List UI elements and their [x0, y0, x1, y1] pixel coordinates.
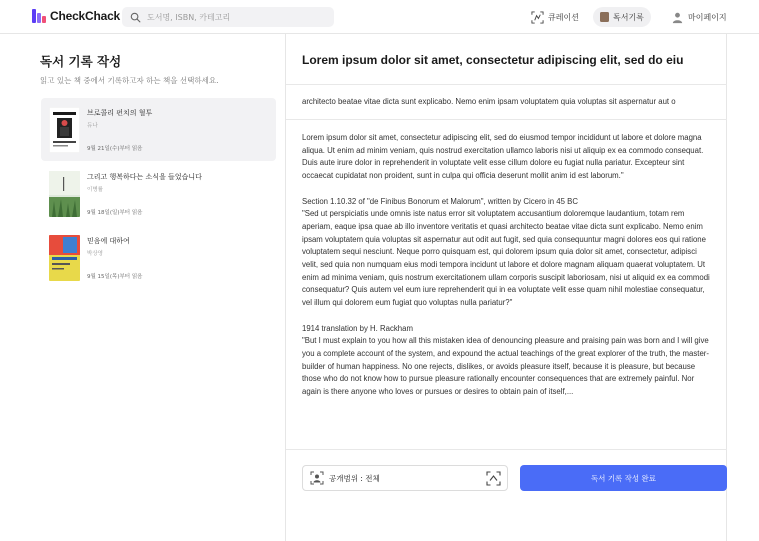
body-section	[302, 196, 712, 310]
book-read-date: 9월 15일(목)부터 읽음	[87, 274, 143, 280]
top-header	[0, 0, 759, 34]
image-icon	[310, 471, 324, 485]
book-author: 듀나	[87, 123, 98, 129]
divider	[286, 84, 727, 85]
book-title: 그리고 행복하다는 소식을 들었습니다	[87, 173, 202, 181]
book-read-date: 9월 21일(수)부터 읽음	[87, 146, 143, 152]
curation-icon	[531, 11, 544, 24]
search-bar[interactable]	[122, 7, 334, 27]
nav-mypage-label: 마이페이지	[688, 12, 727, 22]
book-cover	[49, 171, 80, 217]
complete-record-button[interactable]: 독서 기록 작성 완료	[520, 465, 727, 491]
book-item-happy-news[interactable]	[41, 162, 276, 225]
logo-mark-icon	[32, 9, 46, 23]
body-section-heading: 1914 translation by H. Rackham	[302, 323, 413, 333]
nav-mypage[interactable]	[664, 7, 734, 27]
search-icon	[130, 12, 141, 23]
nav-reading-record-label: 독서기록	[613, 12, 644, 22]
divider	[286, 449, 727, 450]
user-icon	[671, 11, 684, 24]
logo-text: CheckChack	[50, 9, 121, 23]
nav-curation-label: 큐레이션	[548, 12, 579, 22]
visibility-scope-selector[interactable]	[302, 465, 508, 491]
book-author: 박상영	[87, 251, 103, 257]
scan-icon[interactable]	[486, 471, 501, 486]
body-section-heading: Section 1.10.32 of "de Finibus Bonorum et Malorum", written by Cicero in 45 BC	[302, 196, 578, 206]
page-subtitle: 읽고 있는 책 중에서 기록하고자 하는 책을 선택하세요.	[40, 76, 219, 85]
body-paragraph: Lorem ipsum dolor sit amet, consectetur adipiscing elit, sed do eiusmod tempor incididunt ut labore et dolore magna aliqua. Ut enim ad minim veniam, quis nostrud exercitation ullamco laboris nisi ut aliquip ex ea commodo consequat. Duis aute irure dolor in reprehenderit in voluptate velit esse cillum dolore eu fugiat nulla pariatur. Excepteur sint occaecat cupidatat non proident, sunt in culpa qui officia deserunt mollit anim id est laborum."	[302, 133, 704, 181]
book-cover	[49, 235, 80, 281]
body-paragraph: "Sed ut perspiciatis unde omnis iste natus error sit voluptatem accusantium doloremque laudantium, totam rem aperiam, eaque ipsa quae ab illo inventore veritatis et quasi architecto beatae vitae dicta sunt explicabo. Nemo enim ipsam voluptatem quia voluptas sit aspernatur aut odit aut fugit, sed quia consequuntur magni dolores eos qui ratione voluptatem sequi nesciunt. Neque porro quisquam est, qui dolorem ipsum quia dolor sit amet, consectetur, adipisci velit, sed quia non numquam eius modi tempora incidunt ut labore et dolore magnam aliquam quaerat voluptatem. Ut enim ad minima veniam, quis nostrum exercitationem ullam corporis suscipit laboriosam, nisi ut aliquid ex ea commodi consequatur? Quis autem vel eum iure reprehenderit qui in ea voluptate velit esse quam nihil molestiae consequatur, vel illum qui dolorem eum fugiat quo voluptas nulla pariatur?"	[302, 209, 710, 308]
book-item-about-faith[interactable]	[41, 226, 276, 289]
record-body-textarea[interactable]	[302, 132, 712, 425]
record-summary-input[interactable]: architecto beatae vitae dicta sunt explicabo. Nemo enim ipsam voluptatem quia voluptas sit aspernatur aut o	[302, 97, 676, 106]
book-item-broccoli-punch[interactable]	[41, 98, 276, 161]
divider	[286, 119, 727, 120]
book-title: 믿음에 대하여	[87, 237, 130, 245]
book-icon	[600, 12, 609, 22]
book-author: 이병률	[87, 187, 103, 193]
record-editor-panel	[286, 34, 727, 541]
page-title: 독서 기록 작성	[40, 54, 122, 69]
book-read-date: 9월 18일(일)부터 읽음	[87, 210, 143, 216]
visibility-scope-label: 공개범위 : 전체	[329, 473, 380, 483]
nav-curation[interactable]	[524, 7, 586, 27]
body-paragraph: "But I must explain to you how all this mistaken idea of denouncing pleasure and praising pain was born and I will give you a complete account of the system, and expound the actual teachings of the great explorer of the truth, the master-builder of human happiness. No one rejects, dislikes, or avoids pleasure itself, because it is pleasure, but because those who do not know how to pursue pleasure rationally encounter consequences that are extremely painful. Nor again is there anyone who loves or pursues or desires to obtain pain of itself,...	[302, 336, 709, 397]
book-title: 브로콜리 펀치의 혈투	[87, 109, 153, 117]
book-select-panel	[0, 34, 286, 541]
record-title-input[interactable]: Lorem ipsum dolor sit amet, consectetur adipiscing elit, sed do eiu	[302, 53, 684, 67]
body-section	[302, 323, 712, 399]
book-cover	[49, 107, 80, 153]
search-input[interactable]	[147, 13, 327, 22]
logo[interactable]	[32, 9, 120, 23]
nav-reading-record[interactable]	[593, 7, 651, 27]
